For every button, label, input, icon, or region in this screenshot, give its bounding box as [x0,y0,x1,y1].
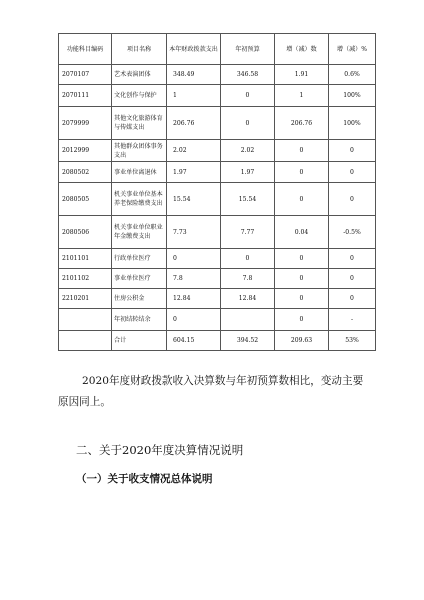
item-name-cell: 其他文化旅游体育与传媒支出 [112,107,167,140]
budget-cell: 0 [221,107,275,140]
item-name-cell: 住房公积金 [112,289,167,309]
table-header-row [59,34,376,65]
table-row [59,183,376,216]
change-percent-cell: -0.5% [329,216,376,249]
expenditure-cell: 7.8 [167,269,221,289]
budget-table [58,33,376,351]
budget-cell: 2.02 [221,140,275,162]
expenditure-cell: 0 [167,249,221,269]
header-cell: 年初预算 [221,34,275,65]
item-name-cell: 机关事业单位基本养老保险缴费支出 [112,183,167,216]
table-row [59,216,376,249]
change-cell: 0 [275,309,329,331]
expenditure-cell: 12.84 [167,289,221,309]
table-row [59,65,376,85]
subsection-heading: （一）关于收支情况总体说明 [76,473,213,485]
explanation-paragraph: 2020年度财政拨款收入决算数与年初预算数相比，变动主要原因同上。 [58,375,364,408]
expenditure-cell: 206.76 [167,107,221,140]
change-cell: 1 [275,85,329,107]
change-cell: 0 [275,289,329,309]
item-name-cell: 事业单位医疗 [112,269,167,289]
table-total-row [59,331,376,351]
change-percent-cell: 0.6% [329,65,376,85]
budget-cell: 7.77 [221,216,275,249]
expenditure-cell: 15.54 [167,183,221,216]
change-percent-cell: 0 [329,140,376,162]
budget-cell: 0 [221,85,275,107]
change-cell: 0 [275,269,329,289]
change-percent-cell: 0 [329,249,376,269]
budget-cell: 346.58 [221,65,275,85]
change-cell: 0 [275,162,329,183]
change-percent-cell: 100% [329,107,376,140]
budget-cell: 394.52 [221,331,275,351]
table-row [59,269,376,289]
item-name-cell: 事业单位离退休 [112,162,167,183]
change-cell: 0 [275,249,329,269]
table-row [59,289,376,309]
header-cell: 增（减）数 [275,34,329,65]
change-cell: 0.04 [275,216,329,249]
budget-cell: 1.97 [221,162,275,183]
code-cell: 2070111 [59,85,112,107]
section-heading: 二、关于2020年度决算情况说明 [76,443,244,457]
header-cell: 项目名称 [112,34,167,65]
header-cell: 本年财政拨款支出 [167,34,221,65]
code-cell: 2101102 [59,269,112,289]
change-percent-cell: 100% [329,85,376,107]
change-percent-cell: 0 [329,289,376,309]
budget-cell: 12.84 [221,289,275,309]
change-percent-cell: 53% [329,331,376,351]
code-cell: 2012999 [59,140,112,162]
change-percent-cell: 0 [329,269,376,289]
code-cell: 2080505 [59,183,112,216]
item-name-cell: 合计 [112,331,167,351]
change-cell: 1.91 [275,65,329,85]
item-name-cell: 机关事业单位职业年金缴费支出 [112,216,167,249]
code-cell: 2210201 [59,289,112,309]
budget-cell [221,309,275,331]
code-cell [59,331,112,351]
code-cell: 2101101 [59,249,112,269]
budget-cell: 0 [221,249,275,269]
item-name-cell: 行政单位医疗 [112,249,167,269]
table-row [59,140,376,162]
table-row [59,107,376,140]
item-name-cell: 文化创作与保护 [112,85,167,107]
table-row [59,162,376,183]
expenditure-cell: 0 [167,309,221,331]
table-row [59,85,376,107]
code-cell: 2070107 [59,65,112,85]
table-row [59,249,376,269]
code-cell: 2080502 [59,162,112,183]
expenditure-cell: 7.73 [167,216,221,249]
item-name-cell: 年初结转结余 [112,309,167,331]
expenditure-cell: 1.97 [167,162,221,183]
budget-cell: 7.8 [221,269,275,289]
item-name-cell: 艺术表演团体 [112,65,167,85]
budget-cell: 15.54 [221,183,275,216]
change-cell: 209.63 [275,331,329,351]
change-percent-cell: - [329,309,376,331]
change-cell: 0 [275,183,329,216]
header-cell: 增（减）% [329,34,376,65]
item-name-cell: 其他群众团体事务支出 [112,140,167,162]
code-cell: 2079999 [59,107,112,140]
header-cell: 功能科目编码 [59,34,112,65]
expenditure-cell: 2.02 [167,140,221,162]
change-cell: 206.76 [275,107,329,140]
change-cell: 0 [275,140,329,162]
code-cell: 2080506 [59,216,112,249]
table-row [59,309,376,331]
expenditure-cell: 1 [167,85,221,107]
expenditure-cell: 604.15 [167,331,221,351]
code-cell [59,309,112,331]
change-percent-cell: 0 [329,162,376,183]
change-percent-cell: 0 [329,183,376,216]
expenditure-cell: 348.49 [167,65,221,85]
